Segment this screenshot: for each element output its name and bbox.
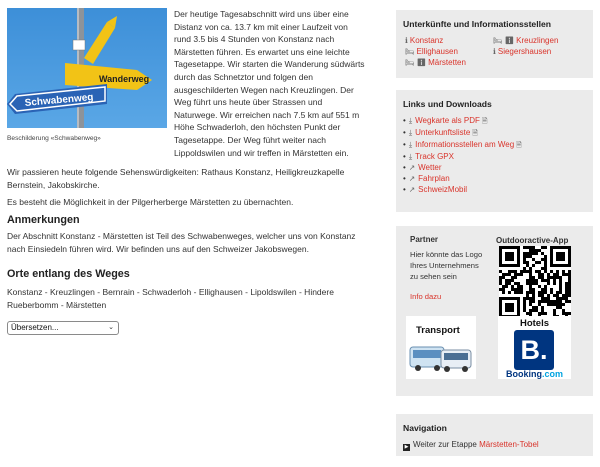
notes-heading: Anmerkungen [7,214,80,226]
navigation-heading: Navigation [403,423,447,433]
signpost-photo[interactable] [7,8,167,128]
bus-icon [409,344,473,374]
accommodation-link[interactable]: Märstetten [428,58,466,67]
link-item-schweizmobil[interactable]: • ↗ SchweizMobil [403,185,468,194]
accommodation-item-kreuzlingen[interactable] [493,35,558,46]
link-schweizmobil[interactable]: SchweizMobil [418,185,468,194]
accommodation-item-maerstetten[interactable] [405,57,466,68]
booking-logo: B. [514,330,554,370]
next-arrow-icon: ▶ [404,444,409,450]
accommodation-link[interactable]: Siegershausen [497,47,552,56]
photo-caption: Beschilderung «Schwabenweg» [7,135,101,142]
link-wetter[interactable]: Wetter [418,163,442,172]
links-list [403,115,593,195]
pdf-icon: 🗎 [516,142,522,149]
pdf-icon: 🗎 [472,130,478,137]
link-fahrplan[interactable]: Fahrplan [418,174,450,183]
external-link-icon: ↗ [408,163,416,172]
sign-schwabenweg-text: Schwabenweg [24,92,94,109]
download-icon: ⤓ [408,140,413,149]
accommodation-item-ellighausen[interactable] [405,46,458,57]
link-gpx[interactable]: Track GPX [415,152,454,161]
link-informationsstellen[interactable]: Informationsstellen am Weg [415,140,515,149]
outdooractive-title: Outdooractive-App [496,236,569,245]
navigation-box [396,414,593,456]
accommodation-box [396,10,593,78]
accommodation-link[interactable]: Kreuzlingen [516,36,559,45]
translate-select[interactable] [7,321,119,335]
partner-column [410,234,485,303]
link-item-wegkarte[interactable]: • ⤓ Wegkarte als PDF 🗎 [403,116,488,125]
qr-code-icon [499,246,571,318]
accommodation-link[interactable]: Konstanz [409,36,444,45]
photo-figure [7,8,167,143]
link-item-fahrplan[interactable]: • ↗ Fahrplan [403,174,450,183]
external-link-icon: ↗ [408,185,416,194]
external-link-icon: ↗ [408,174,416,183]
links-heading: Links und Downloads [403,99,492,109]
link-item-unterkunftsliste[interactable]: • ⤓ Unterkunftsliste 🗎 [403,128,478,137]
intro-paragraph: Der heutige Tagesabschnitt wird uns über eine Distanz von ca. 13.7 km mit einer Laufzeit von rund 3.5 bis 4 Stunden von Konstanz nach Märstetten führen. Es erwartet uns eine leichte Tagesetappe. Wir starten die Wanderung südwärts durch das Schnetztor und folgen den ausgeschilderten Wegen nach Kreuzlingen. Der Weg führt uns heute über Strassen und Naturwege. Wir erreichen nach 7.5 km auf 551 m Höhe Schwaderloh, den höchsten Punkt der Tagesetappe. Der Weg führt weiter nach Lippoldswilen und wir treffen in Märstetten ein. [174,9,365,158]
bed-icon: 🛏 [405,47,415,56]
pilgrim-paragraph: Es besteht die Möglichkeit in der Pilgerherberge Märstetten zu übernachten. [7,197,294,207]
places-paragraph: Konstanz - Kreuzlingen - Bernrain - Schwaderloh - Ellighausen - Lipoldswilen - Hindere Rueberbomm - Märstetten [7,287,334,310]
download-icon: ⤓ [408,152,413,161]
link-wegkarte[interactable]: Wegkarte als PDF [415,116,480,125]
next-stage[interactable] [403,439,593,451]
partner-text: Hier könnte das Logo Ihres Unternehmens zu sehen sein [410,250,483,281]
notes-paragraph: Der Abschnitt Konstanz - Märstetten ist Teil des Schwabenweges, welcher uns von Konstanz nach Einsiedeln führen wird. Wir befinden uns auf den Schweizer Jakobswegen. [7,231,356,254]
bed-info-icon: 🛏 ℹ [493,36,515,45]
partner-info-link[interactable]: Info dazu [410,292,442,301]
hotels-label: Hotels [519,318,550,329]
accommodation-heading: Unterkünfte und Informationsstellen [403,19,552,29]
info-icon: ℹ [493,47,496,56]
link-item-wetter[interactable]: • ↗ Wetter [403,163,442,172]
link-item-informationsstellen[interactable]: • ⤓ Informationsstellen am Weg 🗎 [403,140,522,149]
sights-paragraph: Wir passieren heute folgende Sehenswürdigkeiten: Rathaus Konstanz, Heiligkreuzkapelle Bernstein, Jakobskirche. [7,167,345,190]
link-unterkunftsliste[interactable]: Unterkunftsliste [415,128,471,137]
chevron-down-icon: ⌄ [108,324,114,331]
translate-select-value: Übersetzen... [11,323,59,332]
download-icon: ⤓ [408,116,413,125]
download-icon: ⤓ [408,128,413,137]
next-stage-prefix: Weiter zur Etappe [413,440,477,449]
places-heading: Orte entlang des Weges [7,268,130,280]
booking-name: Booking.com [505,369,563,379]
sign-wanderweg-text: Wanderweg [99,74,150,84]
partner-box [396,226,593,396]
partner-heading: Partner [410,235,439,244]
info-icon: ℹ [405,36,408,45]
transport-label: Transport [416,325,460,336]
transport-ad[interactable] [406,316,476,379]
accommodation-link[interactable]: Ellighausen [416,47,458,56]
bed-info-icon: 🛏 ℹ [405,58,427,67]
links-box [396,90,593,212]
qr-code[interactable] [499,246,571,318]
accommodation-item-konstanz[interactable] [405,35,443,46]
pdf-icon: 🗎 [481,118,488,125]
booking-ad[interactable] [498,316,571,379]
link-item-gpx[interactable]: • ⤓ Track GPX [403,152,454,161]
accommodation-item-siegershausen[interactable] [493,46,551,57]
next-stage-link[interactable]: Märstetten-Tobel [479,440,539,449]
